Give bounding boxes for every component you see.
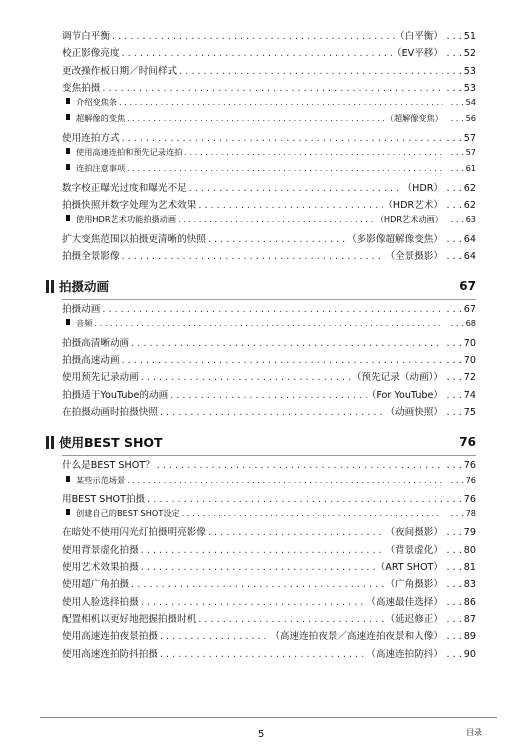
entry-mode: （高速最佳选择） (366, 596, 443, 608)
entry-page (446, 66, 476, 77)
toc-subentry[interactable] (62, 163, 476, 179)
leader-dots (139, 562, 376, 573)
entry-page (446, 508, 476, 518)
footer-label: 目录 (466, 728, 482, 737)
entry-page (446, 31, 476, 42)
entry-page (446, 133, 476, 144)
entry-title: 数字校正曝光过度和曝光不足 (62, 182, 187, 194)
section-marker (51, 280, 54, 293)
entry-title: 变焦拍摄 (62, 82, 101, 94)
toc-group-bestshot (62, 457, 476, 663)
entry-page (446, 318, 476, 328)
leader-dots (139, 597, 367, 608)
page-dots: . . . (450, 97, 464, 108)
page-value: 67 (463, 304, 476, 316)
entry-page (446, 214, 476, 224)
page-value: 76 (463, 460, 476, 472)
entry-page (446, 545, 476, 556)
page-value: 78 (465, 508, 476, 519)
leader-dots (158, 649, 366, 660)
page-value: 79 (463, 527, 476, 539)
toc-group-movie (62, 301, 476, 421)
page-value: 53 (463, 65, 476, 77)
entry-mode: （EV平移） (392, 48, 443, 60)
entry-title: 使用HDR艺术功能拍摄动画 (76, 214, 177, 225)
page-dots: . . . (446, 250, 462, 262)
entry-page (446, 338, 476, 349)
page-value: 89 (463, 631, 476, 643)
page-value: 61 (465, 163, 476, 174)
entry-title: 使用预先记录动画 (62, 372, 139, 384)
entry-title: 使用背景虚化拍摄 (62, 544, 139, 556)
page-dots: . . . (446, 199, 462, 211)
leader-dots (100, 304, 443, 315)
entry-title: 拍摄适于YouTube的动画 (62, 389, 169, 401)
toc-entry[interactable] (62, 387, 476, 404)
section-page: 67 (459, 279, 476, 294)
toc-entry[interactable] (62, 63, 476, 80)
entry-page (446, 460, 476, 471)
entry-title: 使用超广角拍摄 (62, 579, 130, 591)
page-dots: . . . (446, 337, 462, 349)
entry-title: 扩大变焦范围以拍摄更清晰的快照 (62, 233, 206, 245)
entry-title: 使用连拍方式 (62, 132, 120, 144)
leader-dots (180, 508, 443, 518)
section-heading-bestshot[interactable] (46, 431, 476, 453)
leader-dots (125, 113, 386, 123)
entry-page (446, 562, 476, 573)
entry-title: 拍摄高清晰动画 (62, 337, 130, 349)
page-dots: . . . (446, 355, 462, 367)
leader-dots (182, 147, 443, 157)
table-of-contents (59, 28, 476, 663)
page-value: 56 (465, 113, 476, 124)
bullet-icon (66, 476, 70, 482)
page-value: 62 (463, 199, 476, 211)
page-value: 68 (465, 318, 476, 329)
page-dots: . . . (446, 31, 462, 42)
toc-subentry[interactable] (62, 318, 476, 334)
page-dots: . . . (446, 579, 462, 591)
entry-title: 调节白平衡 (62, 31, 110, 42)
page-dots: . . . (446, 648, 462, 660)
page-dots: . . . (450, 147, 464, 158)
entry-page (446, 304, 476, 315)
toc-group-shooting (62, 28, 476, 265)
page-value: 87 (463, 613, 476, 625)
entry-mode: （ART SHOT） (375, 562, 443, 574)
page-number: 5 (258, 729, 265, 740)
page-dots: . . . (450, 113, 464, 124)
toc-entry[interactable] (62, 457, 476, 474)
page-value: 70 (463, 355, 476, 367)
page-value: 80 (463, 544, 476, 556)
entry-page (446, 614, 476, 625)
entry-page (446, 579, 476, 590)
entry-page (446, 390, 476, 401)
toc-subentry[interactable] (62, 508, 476, 524)
page-dots: . . . (446, 631, 462, 643)
page-value: 57 (465, 147, 476, 158)
toc-entry[interactable] (62, 301, 476, 318)
entry-page (446, 147, 476, 157)
section-title: 拍摄动画 (59, 279, 110, 295)
leader-dots (196, 200, 383, 211)
toc-entry[interactable] (62, 352, 476, 369)
page-dots: . . . (446, 493, 462, 505)
toc-entry[interactable] (62, 542, 476, 559)
page-dots: . . . (446, 389, 462, 401)
entry-page (446, 407, 476, 418)
toc-entry[interactable] (62, 231, 476, 248)
entry-mode: （高速连拍防抖） (366, 648, 443, 660)
entry-page (446, 597, 476, 608)
entry-page (446, 631, 476, 642)
entry-page (446, 475, 476, 485)
entry-page (446, 527, 476, 538)
leader-dots (120, 133, 443, 144)
page-dots: . . . (446, 544, 462, 556)
page-value: 52 (463, 48, 476, 60)
entry-page (446, 355, 476, 366)
toc-entry[interactable] (62, 369, 476, 386)
page-dots: . . . (446, 596, 462, 608)
entry-mode: （超解像变焦） (385, 113, 443, 124)
page-value: 81 (463, 562, 476, 574)
entry-title: 创建自己的BEST SHOT设定 (76, 508, 180, 519)
entry-title: 使用人脸选择拍摄 (62, 596, 139, 608)
toc-entry[interactable] (62, 491, 476, 508)
toc-subentry[interactable] (62, 147, 476, 163)
page-dots: . . . (446, 233, 462, 245)
bullet-icon (66, 148, 70, 154)
toc-entry[interactable] (62, 594, 476, 611)
page-value: 53 (463, 82, 476, 94)
entry-title: 在暗处不使用闪光灯拍摄明亮影像 (62, 527, 206, 539)
page-dots: . . . (446, 562, 462, 574)
entry-title: 连拍注意事项 (76, 163, 126, 174)
page-dots: . . . (446, 460, 462, 472)
entry-page (446, 48, 476, 59)
page-value: 76 (465, 474, 476, 485)
entry-title: 音频 (76, 318, 93, 329)
section-marker (51, 436, 54, 449)
leader-dots (120, 355, 443, 366)
leader-dots (196, 614, 385, 625)
page-dots: . . . (450, 318, 464, 329)
entry-page (446, 494, 476, 505)
page-value: 64 (463, 250, 476, 262)
entry-mode: （背景虚化） (385, 544, 443, 556)
entry-page (446, 649, 476, 660)
leader-dots (100, 83, 443, 94)
entry-mode: （广角摄影） (385, 579, 443, 591)
leader-dots (129, 579, 385, 590)
page-dots: . . . (450, 163, 464, 174)
leader-dots (120, 251, 386, 262)
toc-entry[interactable] (62, 335, 476, 352)
leader-dots (158, 631, 270, 642)
bullet-icon (66, 98, 70, 104)
toc-entry[interactable] (62, 404, 476, 421)
page-value: 63 (465, 214, 476, 225)
entry-title: 拍摄动画 (62, 304, 101, 316)
page-value: 76 (463, 493, 476, 505)
page-dots: . . . (450, 508, 464, 519)
section-divider (62, 455, 476, 456)
entry-mode: （全景摄影） (385, 250, 443, 262)
page-value: 70 (463, 337, 476, 349)
footer-divider (40, 717, 497, 718)
toc-entry[interactable] (62, 197, 476, 214)
toc-subentry[interactable] (62, 214, 476, 230)
entry-title: 拍摄高速动画 (62, 355, 120, 367)
entry-page (446, 372, 476, 383)
bullet-icon (66, 215, 70, 221)
entry-title: 使用高速连拍防抖拍摄 (62, 648, 158, 660)
page-dots: . . . (446, 406, 462, 418)
entry-title: 拍摄快照并数字处理为艺术效果 (62, 199, 197, 211)
leader-dots (176, 214, 376, 224)
entry-mode: （白平衡） (395, 31, 443, 42)
entry-page (446, 113, 476, 123)
section-divider (62, 299, 476, 300)
toc-entry[interactable] (62, 28, 476, 45)
entry-title: 更改操作板日期／时间样式 (62, 65, 178, 77)
entry-mode: （For YouTube） (366, 389, 443, 401)
entry-title: 介绍变焦条 (76, 97, 117, 108)
leader-dots (117, 97, 443, 107)
leader-dots (139, 372, 352, 383)
page-value: 54 (465, 97, 476, 108)
leader-dots (120, 48, 392, 59)
page-dots: . . . (446, 372, 462, 384)
leader-dots (206, 234, 347, 245)
toc-entry[interactable] (62, 646, 476, 663)
entry-title: 用BEST SHOT拍摄 (62, 493, 146, 505)
entry-mode: （HDR） (402, 182, 443, 194)
section-title: 使用BEST SHOT (59, 435, 163, 451)
page-dots: . . . (446, 304, 462, 316)
entry-title: 超解像的变焦 (76, 113, 126, 124)
entry-mode: （动画快照） (385, 406, 443, 418)
page-dots: . . . (446, 527, 462, 539)
entry-title: 拍摄全景影像 (62, 250, 120, 262)
page-value: 64 (463, 233, 476, 245)
toc-entry[interactable] (62, 45, 476, 62)
page-value: 83 (463, 579, 476, 591)
entry-mode: （夜间摄影） (385, 527, 443, 539)
page-value: 90 (463, 648, 476, 660)
toc-entry[interactable] (62, 576, 476, 593)
entry-title: 配置相机以更好地把握拍摄时机 (62, 613, 197, 625)
page-value: 72 (463, 372, 476, 384)
entry-title: 使用艺术效果拍摄 (62, 562, 139, 574)
entry-mode: （高速连拍夜景／高速连拍夜景和人像） (270, 631, 443, 643)
leader-dots (92, 318, 443, 328)
entry-title: 使用高速连拍夜景拍摄 (62, 631, 158, 643)
section-page: 76 (459, 435, 476, 450)
page-dots: . . . (450, 214, 464, 225)
entry-page (446, 97, 476, 107)
page-dots: . . . (446, 613, 462, 625)
leader-dots (129, 338, 443, 349)
bullet-icon (66, 509, 70, 515)
leader-dots (125, 475, 443, 485)
toc-subentry[interactable] (62, 113, 476, 129)
leader-dots (206, 527, 386, 538)
toc-entry[interactable] (62, 80, 476, 97)
page-value: 51 (463, 31, 476, 42)
page-dots: . . . (446, 48, 462, 60)
entry-mode: （HDR艺术） (383, 199, 443, 211)
toc-entry[interactable] (62, 130, 476, 147)
section-marker (46, 436, 49, 449)
entry-page (446, 234, 476, 245)
bullet-icon (66, 164, 70, 170)
toc-entry[interactable] (62, 628, 476, 645)
section-marker (46, 280, 49, 293)
toc-entry[interactable] (62, 180, 476, 197)
page-value: 57 (463, 132, 476, 144)
entry-page (446, 183, 476, 194)
toc-entry[interactable] (62, 248, 476, 265)
leader-dots (145, 494, 443, 505)
section-heading-movie[interactable] (46, 275, 476, 297)
entry-mode: （HDR艺术动画） (375, 214, 443, 225)
page-value: 86 (463, 596, 476, 608)
toc-entry[interactable] (62, 559, 476, 576)
toc-subentry[interactable] (62, 475, 476, 491)
page-dots: . . . (450, 474, 464, 485)
page-dots: . . . (446, 182, 462, 194)
page-dots: . . . (446, 65, 462, 77)
leader-dots (187, 183, 403, 194)
bullet-icon (66, 114, 70, 120)
entry-title: 在拍摄动画时拍摄快照 (62, 406, 158, 418)
entry-title: 什么是BEST SHOT？ (62, 460, 155, 472)
leader-dots (110, 31, 395, 42)
leader-dots (139, 545, 386, 556)
leader-dots (177, 66, 443, 77)
toc-subentry[interactable] (62, 97, 476, 113)
toc-entry[interactable] (62, 524, 476, 541)
entry-page (446, 251, 476, 262)
leader-dots (158, 407, 386, 418)
page-value: 75 (463, 406, 476, 418)
entry-title: 校正影像亮度 (62, 48, 120, 60)
page-dots: . . . (446, 82, 462, 94)
entry-page (446, 200, 476, 211)
entry-mode: （多影像超解像变焦） (347, 233, 443, 245)
page-dots: . . . (446, 132, 462, 144)
entry-mode: （延迟修正） (385, 613, 443, 625)
leader-dots (168, 390, 367, 401)
bullet-icon (66, 319, 70, 325)
page-value: 62 (463, 182, 476, 194)
leader-dots (155, 460, 443, 471)
leader-dots (125, 163, 443, 173)
entry-page (446, 163, 476, 173)
entry-title: 某些示范场景 (76, 474, 126, 485)
entry-page (446, 83, 476, 94)
entry-title: 使用高速连拍和预先记录连拍 (76, 147, 183, 158)
page-value: 74 (463, 389, 476, 401)
toc-entry[interactable] (62, 611, 476, 628)
entry-mode: （预先记录（动画）） (351, 372, 443, 384)
